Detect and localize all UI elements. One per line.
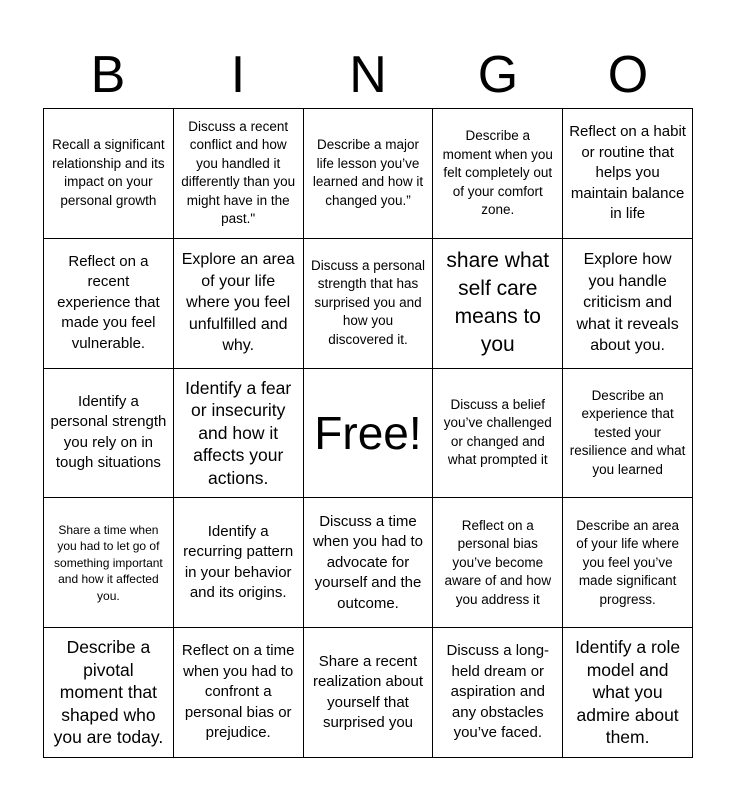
bingo-cell-r3-c5 (563, 369, 693, 499)
bingo-cell-r4-c1 (44, 498, 174, 628)
bingo-cell-r1-c1 (44, 109, 174, 239)
cell-text: Reflect on a personal bias you’ve become aware of and how you address it (444, 517, 552, 607)
bingo-cell-r4-c4 (433, 498, 563, 628)
bingo-header (43, 42, 693, 108)
bingo-cell-r1-c4 (433, 109, 563, 239)
bingo-cell-r4-c3 (304, 498, 434, 628)
cell-text: Recall a significant relationship and its impact on your personal growth (52, 137, 165, 208)
bingo-cell-r5-c5 (563, 628, 693, 758)
bingo-cell-r1-c2 (174, 109, 304, 239)
header-letter-o: O (607, 46, 649, 104)
bingo-cell-r5-c3 (304, 628, 434, 758)
cell-text: Reflect on a habit or routine that helps you maintain balance in life (569, 123, 686, 223)
bingo-cell-r3-c4 (433, 369, 563, 499)
bingo-cell-r2-c4 (433, 239, 563, 369)
cell-text: Share a recent realization about yourself that surprised you (312, 652, 424, 732)
cell-text: Reflect on a time when you had to confront a personal bias or prejudice. (181, 642, 295, 742)
bingo-cell-r4-c2 (174, 498, 304, 628)
free-space-label: Free! (314, 406, 422, 459)
bingo-cell-r5-c2 (174, 628, 304, 758)
cell-text: Identify a recurring pattern in your behavior and its origins. (183, 522, 294, 602)
cell-text: Explore an area of your life where you feel unfulfilled and why. (181, 251, 295, 355)
bingo-cell-r2-c1 (44, 239, 174, 369)
bingo-grid (43, 108, 693, 758)
bingo-cell-r1-c3 (304, 109, 434, 239)
bingo-cell-r2-c3 (304, 239, 434, 369)
bingo-cell-r3-c2 (174, 369, 304, 499)
bingo-cell-r5-c1 (44, 628, 174, 758)
cell-text: Describe a major life lesson you’ve learned and how it changed you.” (312, 137, 424, 208)
cell-text: Describe a moment when you felt completely out of your comfort zone. (442, 128, 553, 218)
cell-text: Reflect on a recent experience that made you feel vulnerable. (57, 252, 160, 352)
cell-text: Describe an area of your life where you feel you’ve made significant progress. (576, 517, 679, 607)
bingo-cell-r3-c1 (44, 369, 174, 499)
cell-text: Identify a fear or insecurity and how it affects your actions. (185, 377, 292, 488)
cell-text: Discuss a recent conflict and how you handled it differently than you might have in the past." (181, 118, 296, 227)
cell-text: Identify a role model and what you admire about them. (575, 637, 681, 748)
header-letter-n: N (349, 46, 387, 104)
header-letter-g: G (477, 46, 519, 104)
cell-text: Describe a pivotal moment that shaped who you are today. (53, 637, 164, 748)
cell-text: Discuss a belief you’ve challenged or changed and what prompted it (443, 396, 552, 468)
cell-text: Describe an experience that tested your resilience and what you learned (569, 387, 686, 477)
bingo-cell-r1-c5 (563, 109, 693, 239)
header-letter-b: B (90, 46, 126, 104)
cell-text: Identify a personal strength you rely on in tough situations (50, 392, 167, 472)
cell-text: Discuss a time when you had to advocate for yourself and the outcome. (312, 512, 424, 612)
header-letter-i: I (230, 46, 246, 104)
cell-text: Explore how you handle criticism and what it reveals about you. (576, 251, 679, 355)
bingo-cell-r4-c5 (563, 498, 693, 628)
bingo-cell-r2-c5 (563, 239, 693, 369)
cell-text: Share a time when you had to let go of something important and how it affected you. (54, 522, 163, 603)
cell-text: Discuss a long-held dream or aspiration and any obstacles you’ve faced. (446, 642, 550, 742)
cell-text: Discuss a personal strength that has surprised you and how you discovered it. (310, 257, 426, 347)
bingo-cell-free (304, 369, 434, 499)
bingo-cell-r5-c4 (433, 628, 563, 758)
cell-text: share what self care means to you (446, 249, 550, 357)
bingo-cell-r2-c2 (174, 239, 304, 369)
